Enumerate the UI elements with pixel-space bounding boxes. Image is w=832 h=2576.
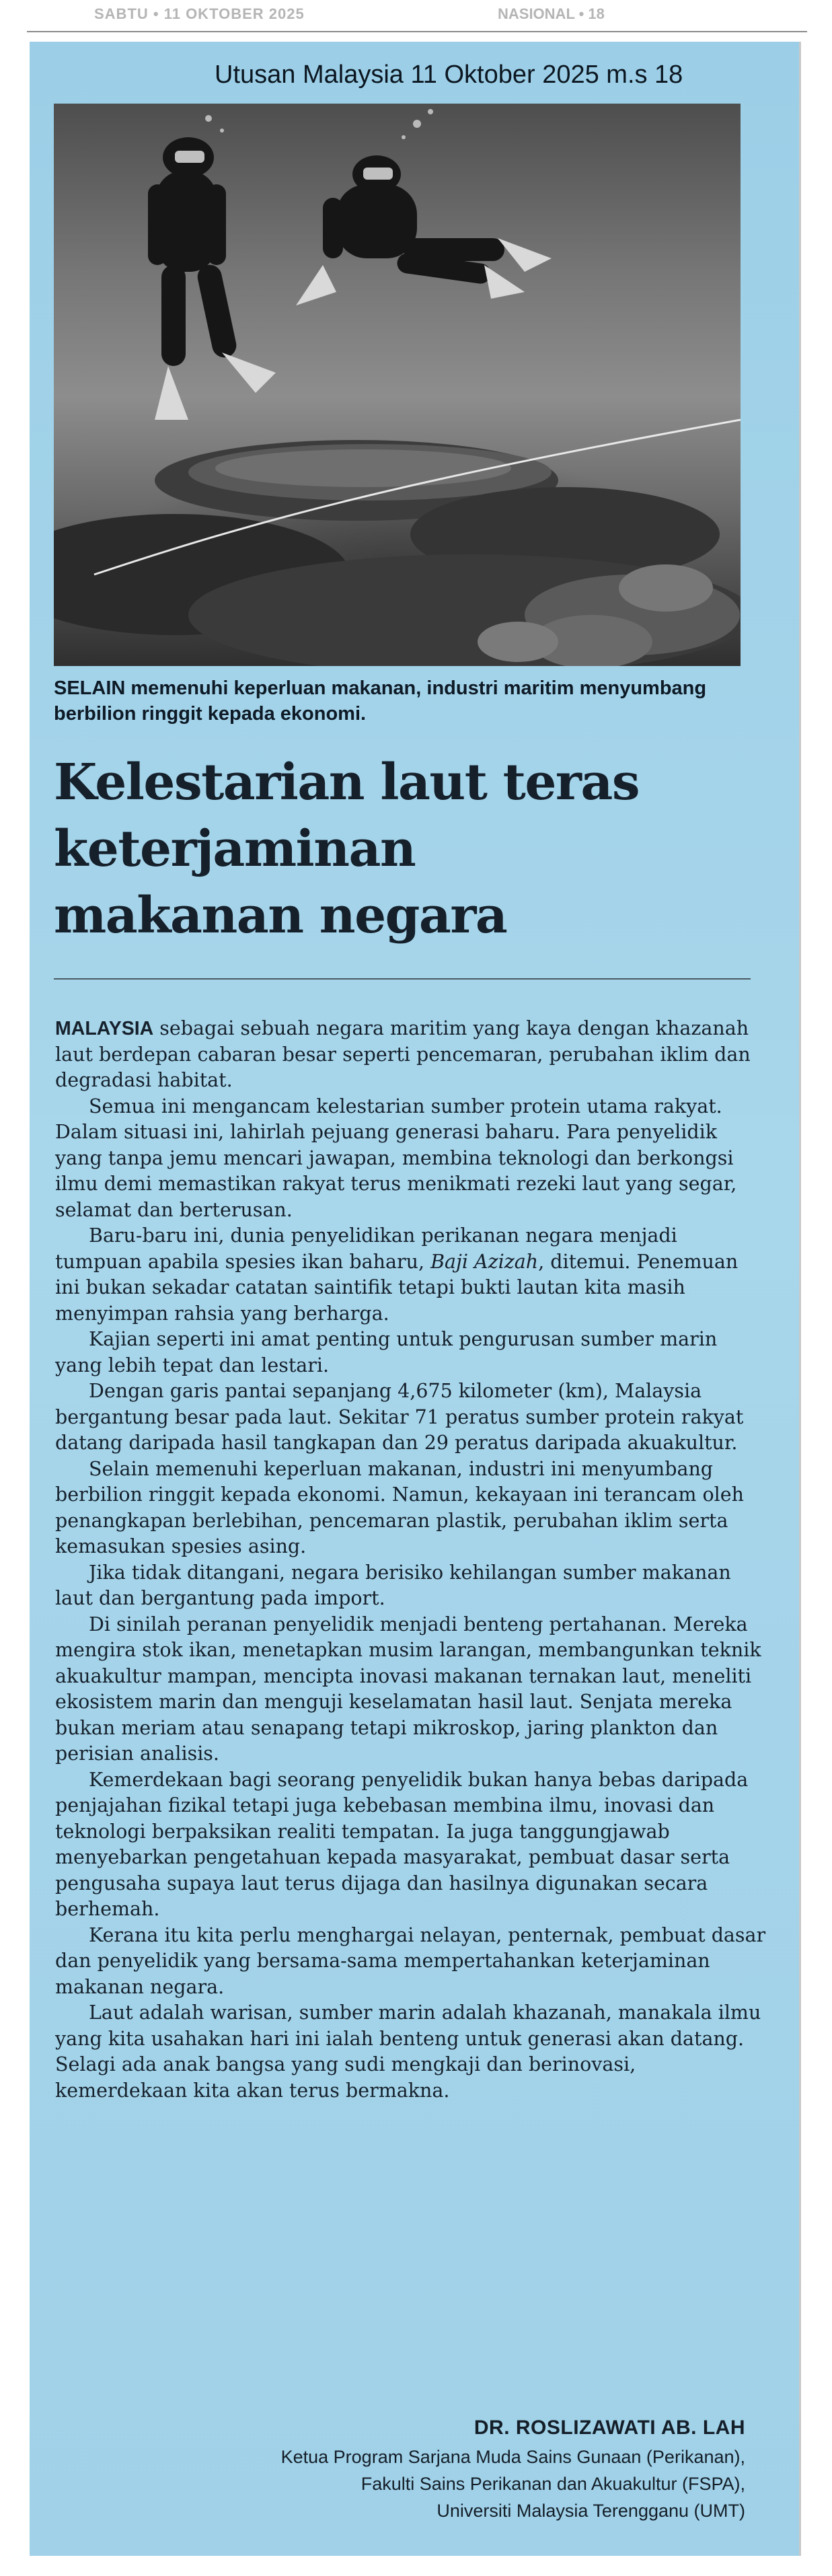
source-label: Utusan Malaysia 11 Oktober 2025 m.s 18 <box>215 61 683 89</box>
article-clipping <box>30 42 801 2556</box>
paragraph-8: Di sinilah peranan penyelidik menjadi benteng pertahanan. Mereka mengira stok ikan, menetapkan musim larangan, membangunkan teknik akuakultur mampan, mencipta inovasi makanan ternakan laut, meneliti ekosistem marin dan menguji keselamatan hasil laut. Senjata mereka bukan meriam atau senapang tetapi mikroskop, jaring plankton dan perisian analisis. <box>55 1613 761 1765</box>
paragraph-5: Dengan garis pantai sepanjang 4,675 kilometer (km), Malaysia bergantung besar pada laut. Sekitar 71 peratus sumber protein rakyat datang daripada hasil tangkapan dan 29 peratus daripada akuakultur. <box>55 1380 744 1454</box>
author-affiliation-2: Fakulti Sains Perikanan dan Akuakultur (FSPA), <box>361 2474 745 2494</box>
lead-word: MALAYSIA <box>55 1018 154 1039</box>
species-name: Baji Azizah <box>430 1250 539 1273</box>
page-header-strip <box>27 0 807 32</box>
paragraph-1: MALAYSIA sebagai sebuah negara maritim yang kaya dengan khazanah laut berdepan cabaran besar seperti pencemaran, perubahan iklim dan degradasi habitat. <box>55 1017 751 1091</box>
headline-line-2: keterjaminan <box>54 820 416 878</box>
headline-line-3: makanan negara <box>54 887 507 945</box>
author-affiliation-3: Universiti Malaysia Terengganu (UMT) <box>437 2501 745 2521</box>
paragraph-10: Kerana itu kita perlu menghargai nelayan, penternak, pembuat dasar dan penyelidik yang bersama-sama mempertahankan keterjaminan makanan negara. <box>55 1923 766 1998</box>
header-section: NASIONAL • 18 <box>498 5 605 22</box>
paragraph-2: Semua ini mengancam kelestarian sumber protein utama rakyat. Dalam situasi ini, lahirlah pejuang generasi baharu. Para penyelidik yang tanpa jemu mencari jawapan, membina teknologi dan berkongsi ilmu demi memastikan rakyat terus menikmati rezeki laut yang segar, selamat dan berterusan. <box>55 1095 737 1221</box>
author-byline <box>140 2413 745 2524</box>
headline-divider <box>54 978 751 980</box>
article-headline <box>54 749 767 949</box>
caption-lead: SELAIN <box>54 677 126 699</box>
author-name: DR. ROSLIZAWATI AB. LAH <box>474 2417 745 2439</box>
caption-text: memenuhi keperluan makanan, industri maritim menyumbang berbilion ringgit kepada ekonomi. <box>54 677 707 725</box>
headline-line-1: Kelestarian laut teras <box>54 753 640 811</box>
photo-caption <box>54 675 753 727</box>
paragraph-6: Selain memenuhi keperluan makanan, industri ini menyumbang berbilion ringgit kepada ekonomi. Namun, kekayaan ini terancam oleh penangkapan berlebihan, pencemaran plastik, perubahan iklim serta kemasukan spesies asing. <box>55 1457 744 1557</box>
paragraph-7: Jika tidak ditangani, negara berisiko kehilangan sumber makanan laut dan bergantung pada import. <box>55 1561 731 1609</box>
header-date: SABTU • 11 OKTOBER 2025 <box>94 5 305 22</box>
divers-coral-photo <box>54 104 741 666</box>
author-affiliation-1: Ketua Program Sarjana Muda Sains Gunaan (Perikanan), <box>280 2447 745 2467</box>
photo-illustration <box>54 104 741 666</box>
paragraph-11: Laut adalah warisan, sumber marin adalah khazanah, manakala ilmu yang kita usahakan hari ini ialah benteng untuk generasi akan datang. Selagi ada anak bangsa yang sudi mengkaji dan berinovasi, kemerdekaan kita akan terus bermakna. <box>55 2001 761 2102</box>
article-body <box>55 1016 768 2104</box>
paragraph-9: Kemerdekaan bagi seorang penyelidik bukan hanya bebas daripada penjajahan fizikal tetapi juga kebebasan membina ilmu, inovasi dan teknologi berpaksikan realiti tempatan. Ia juga tanggungjawab menyebarkan pengetahuan kepada masyarakat, pembuat dasar serta pengusaha supaya laut terus dijaga dan hasilnya digunakan secara berhemah. <box>55 1768 749 1920</box>
paragraph-3: Baru-baru ini, dunia penyelidikan perikanan negara menjadi tumpuan apabila spesies ikan baharu, Baji Azizah, ditemui. Penemuan ini bukan sekadar catatan saintifik tetapi bukti lautan kita masih menyimpan rahsia yang berharga. <box>55 1224 739 1325</box>
paragraph-4: Kajian seperti ini amat penting untuk pengurusan sumber marin yang lebih tepat dan lestari. <box>55 1328 718 1376</box>
